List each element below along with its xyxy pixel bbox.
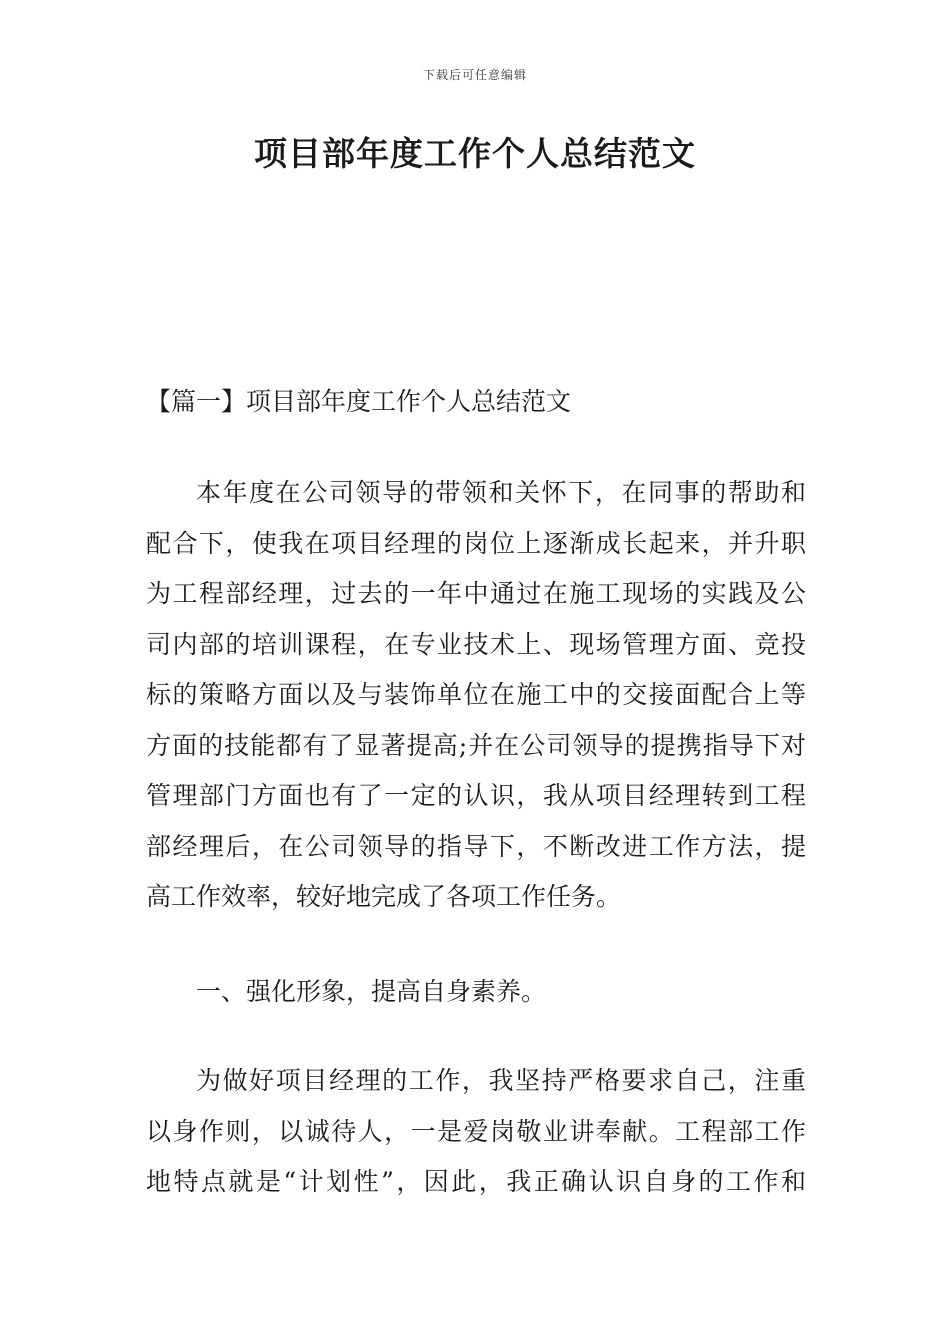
paragraph-line: 管理部门方面也有了一定的认识，我从项目经理转到工程 bbox=[146, 781, 806, 810]
paragraph-line: 本年度在公司领导的带领和关怀下，在同事的帮助和 bbox=[196, 478, 806, 507]
document-title: 项目部年度工作个人总结范文 bbox=[254, 134, 696, 173]
paragraph-line: 为做好项目经理的工作，我坚持严格要求自己，注重 bbox=[196, 1066, 806, 1095]
paragraph-line: 方面的技能都有了显著提高;并在公司领导的提携指导下对 bbox=[146, 730, 806, 760]
paragraph-line: 地特点就是“计划性”，因此，我正确认识自身的工作和 bbox=[146, 1167, 806, 1196]
paragraph-2 bbox=[146, 1056, 806, 1208]
paragraph-line: 司内部的培训课程，在专业技术上、现场管理方面、竞投 bbox=[146, 629, 806, 659]
paragraph-line: 部经理后，在公司领导的指导下，不断改进工作方法，提 bbox=[146, 831, 806, 861]
paragraph-line: 配合下，使我在项目经理的岗位上逐渐成长起来，并升职 bbox=[146, 528, 806, 558]
download-note: 下载后可任意编辑 bbox=[422, 68, 527, 82]
subheading-1: 一、强化形象，提高自身素养。 bbox=[196, 977, 547, 1006]
paragraph-line: 标的策略方面以及与装饰单位在施工中的交接面配合上等 bbox=[146, 680, 806, 709]
section-heading: 【篇一】项目部年度工作个人总结范文 bbox=[146, 387, 572, 416]
paragraph-line: 高工作效率，较好地完成了各项工作任务。 bbox=[146, 882, 622, 911]
paragraph-1 bbox=[146, 468, 806, 923]
paragraph-line: 为工程部经理，过去的一年中通过在施工现场的实践及公 bbox=[146, 579, 806, 608]
paragraph-line: 以身作则，以诚待人，一是爱岗敬业讲奉献。工程部工作 bbox=[146, 1116, 806, 1146]
